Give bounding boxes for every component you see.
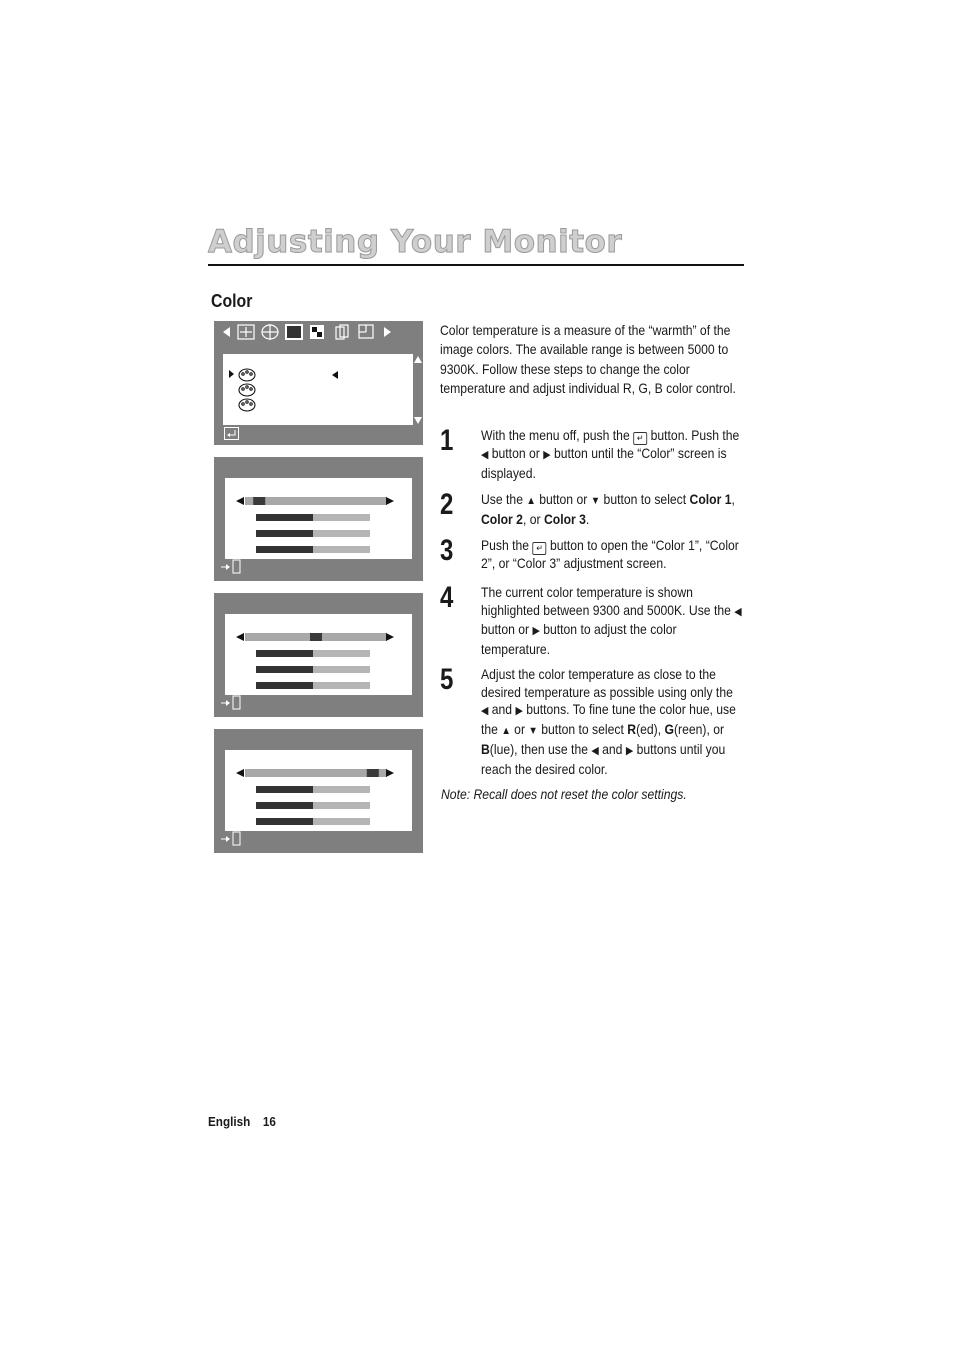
step-text: The current color temperature is shown highlighted between 9300 and 5000K. Use the ◀ button or ▶ button to adjust the color temperature. <box>481 584 742 658</box>
step-number: 5 <box>440 663 454 696</box>
enter-button-icon: ↵ <box>633 432 647 445</box>
temperature-track <box>245 497 387 505</box>
right-button-icon: ▶ <box>543 449 551 461</box>
right-button-icon: ▶ <box>625 744 634 757</box>
color-adjust-screen <box>214 457 423 581</box>
osd-menu-list <box>223 354 413 425</box>
temperature-marker <box>253 497 265 505</box>
enter-icon <box>224 427 240 441</box>
position-icon <box>238 325 254 339</box>
down-button-icon: ▼ <box>528 725 538 738</box>
blue-level-bar <box>256 546 313 553</box>
palette-icon <box>239 399 255 411</box>
right-button-icon: ▶ <box>532 625 540 638</box>
enter-button-icon: ↵ <box>533 542 547 555</box>
exit-icon <box>221 696 240 709</box>
green-level-bar <box>256 802 313 809</box>
palette-icon <box>239 369 255 381</box>
color-adjust-graphic <box>214 593 423 717</box>
color-adjust-graphic <box>214 729 423 853</box>
color-adjust-screen <box>214 729 423 853</box>
left-button-icon: ◀ <box>734 605 742 618</box>
left-arrow-icon <box>223 327 230 337</box>
up-button-icon: ▲ <box>526 495 536 507</box>
language-icon <box>359 325 373 338</box>
temperature-track <box>245 769 387 777</box>
geometry-icon <box>262 324 278 340</box>
osd-menu-items <box>223 354 413 425</box>
recall-icon <box>336 325 348 339</box>
intro-paragraph: Color temperature is a measure of the “warmth” of the image colors. The available range is between 5000 to 9300K. Follow these steps to change the color temperature and adjust individual R, G, B color control. <box>440 322 736 396</box>
osd-scrollbar <box>413 354 423 426</box>
down-button-icon: ▼ <box>590 495 601 507</box>
step-text: With the menu off, push the ↵ button. Push the ◀ button or ▶ button until the “Color” screen is displayed. <box>481 427 740 481</box>
step-number: 2 <box>440 488 454 521</box>
step-text: Adjust the color temperature as close to the desired temperature as possible using only the ◀ and ▶ buttons. To fine tune the color hue, use the ▲ or ▼ button to select R(ed), G(reen), or B(lue), then use the ◀ and ▶ buttons until you reach the desired color. <box>481 666 736 777</box>
step-number: 1 <box>440 424 454 457</box>
scroll-down-icon <box>414 417 422 424</box>
note: Note: Recall does not reset the color settings. <box>441 786 687 802</box>
osd-main-menu <box>214 321 423 445</box>
color-icon <box>310 325 324 339</box>
blue-level-bar <box>256 818 313 825</box>
step-text: Use the ▲ button or ▼ button to select Color 1, Color 2, or Color 3. <box>481 491 735 527</box>
scroll-up-icon <box>414 356 422 363</box>
step-number: 4 <box>440 581 454 614</box>
right-button-icon: ▶ <box>515 705 523 718</box>
color-adjust-screen <box>214 593 423 717</box>
section-title: Color <box>211 291 253 311</box>
step-text: Push the ↵ button to open the “Color 1”, “Color 2”, or “Color 3” adjustment screen. <box>481 537 739 571</box>
value-pointer-icon <box>332 371 338 379</box>
left-button-icon: ◀ <box>591 744 599 757</box>
temperature-marker <box>310 633 322 641</box>
title-divider <box>208 264 744 266</box>
color-adjust-graphic <box>214 457 423 581</box>
red-level-bar <box>256 786 313 793</box>
osd-toolbar <box>214 321 423 347</box>
right-arrow-icon <box>384 327 391 337</box>
blue-level-bar <box>256 682 313 689</box>
left-button-icon: ◀ <box>481 449 489 461</box>
green-level-bar <box>256 530 313 537</box>
step-number: 3 <box>440 534 454 567</box>
green-level-bar <box>256 666 313 673</box>
exit-icon <box>221 560 240 573</box>
page-footer <box>208 1114 288 1129</box>
page-number: 16 <box>262 1114 276 1129</box>
red-level-bar <box>256 514 313 521</box>
up-button-icon: ▲ <box>501 725 511 738</box>
exit-icon <box>221 832 240 845</box>
selection-pointer-icon <box>229 370 234 378</box>
temperature-marker <box>367 769 379 777</box>
page-title: Adjusting Your Monitor <box>208 224 623 260</box>
size-icon <box>285 324 303 340</box>
footer-language: English <box>208 1114 251 1129</box>
left-button-icon: ◀ <box>481 705 489 718</box>
palette-icon <box>239 384 255 396</box>
red-level-bar <box>256 650 313 657</box>
